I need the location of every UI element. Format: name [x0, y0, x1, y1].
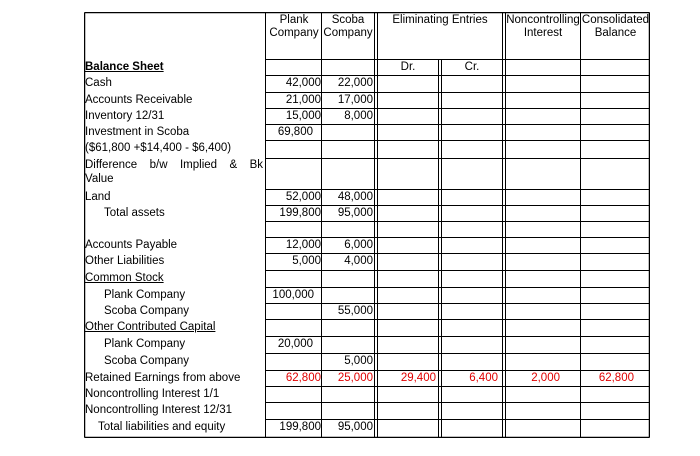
header-scoba: Scoba Company	[323, 14, 373, 39]
header-plank: Plank Company	[269, 14, 319, 39]
land-plank: 52,000	[285, 191, 321, 203]
ap-scoba: 6,000	[344, 239, 373, 251]
cash-label: Cash	[85, 77, 112, 89]
ap-plank: 12,000	[285, 239, 321, 251]
investment-label: Investment in Scoba	[85, 126, 190, 138]
cs-scoba-value: 55,000	[337, 305, 373, 317]
inventory-plank: 15,000	[285, 110, 321, 122]
occ-scoba-label: Scoba Company	[104, 355, 190, 367]
header-dr: Dr.	[400, 61, 416, 73]
occ-plank-value: 20,000	[277, 338, 313, 350]
total-liab-scoba: 95,000	[337, 421, 373, 433]
worksheet	[84, 12, 650, 438]
difference-label-line2: Value	[85, 173, 114, 185]
other-liabilities-plank: 5,000	[292, 255, 321, 267]
nci-ending-label: Noncontrolling Interest 12/31	[85, 404, 233, 416]
retained-consolidated: 62,800	[598, 372, 634, 384]
cs-scoba-label: Scoba Company	[104, 305, 190, 317]
header-eliminating-entries: Eliminating Entries	[392, 14, 488, 26]
occ-scoba-value: 5,000	[344, 355, 373, 367]
cash-plank: 42,000	[285, 77, 321, 89]
other-contributed-capital-label: Other Contributed Capital	[85, 321, 216, 333]
accounts-receivable-label: Accounts Receivable	[85, 94, 193, 106]
accounts-payable-label: Accounts Payable	[85, 239, 178, 251]
nci-beginning-label: Noncontrolling Interest 1/1	[85, 388, 220, 400]
retained-nci: 2,000	[531, 372, 560, 384]
investment-calc-label: ($61,800 +$14,400 - $6,400)	[85, 142, 232, 154]
inventory-label: Inventory 12/31	[85, 110, 165, 122]
occ-plank-label: Plank Company	[104, 338, 186, 350]
difference-label-line1: Difference b/w Implied & Bk	[85, 159, 263, 171]
cs-plank-value: 100,000	[272, 289, 314, 301]
total-liab-plank: 199,800	[279, 421, 321, 433]
retained-cr: 6,400	[469, 372, 498, 384]
total-assets-plank: 199,800	[279, 207, 321, 219]
other-liabilities-scoba: 4,000	[344, 255, 373, 267]
investment-plank: 69,800	[277, 126, 313, 138]
ar-plank: 21,000	[285, 94, 321, 106]
other-liabilities-label: Other Liabilities	[85, 255, 165, 267]
total-liabilities-equity-label: Total liabilities and equity	[98, 421, 226, 433]
retained-plank: 62,800	[285, 372, 321, 384]
cash-scoba: 22,000	[337, 77, 373, 89]
common-stock-label: Common Stock	[85, 272, 164, 284]
header-consolidated-balance: Consolidated Balance	[581, 14, 650, 39]
cs-plank-label: Plank Company	[104, 289, 186, 301]
land-scoba: 48,000	[337, 191, 373, 203]
ar-scoba: 17,000	[337, 94, 373, 106]
header-cr: Cr.	[464, 61, 480, 73]
retained-dr: 29,400	[400, 372, 436, 384]
land-label: Land	[85, 191, 111, 203]
retained-scoba: 25,000	[337, 372, 373, 384]
inventory-scoba: 8,000	[344, 110, 373, 122]
header-noncontrolling-interest: Noncontrolling Interest	[506, 14, 580, 39]
balance-sheet-heading: Balance Sheet	[85, 61, 164, 73]
total-assets-scoba: 95,000	[337, 207, 373, 219]
retained-earnings-label: Retained Earnings from above	[85, 372, 241, 384]
total-assets-label: Total assets	[104, 207, 165, 219]
